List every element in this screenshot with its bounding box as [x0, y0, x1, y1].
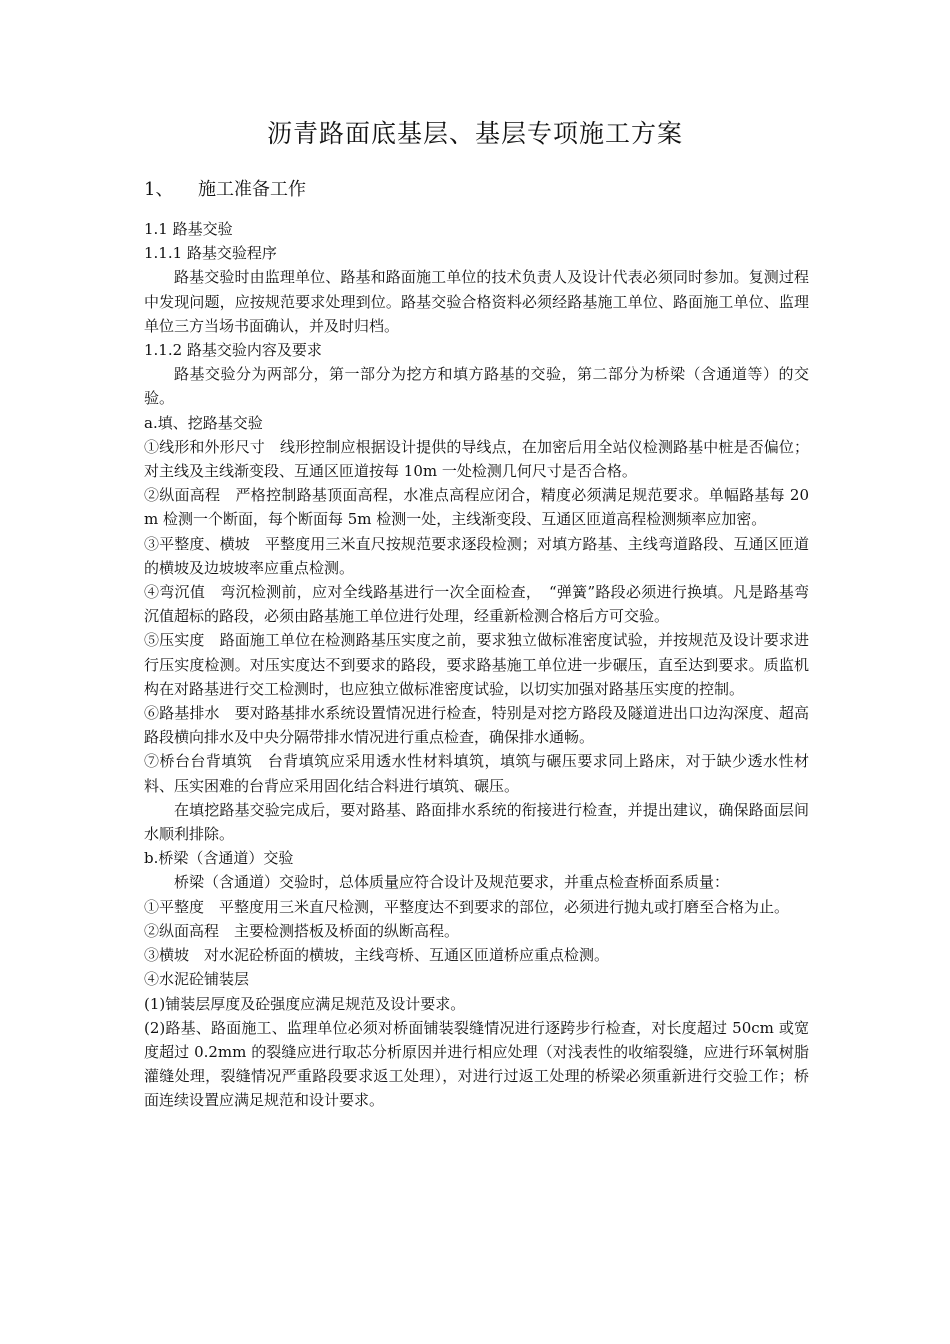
document-body [144, 217, 809, 1113]
section-heading [144, 177, 306, 203]
list-heading: b.桥梁（含通道）交验 [144, 849, 294, 868]
list-item: ⑦桥台台背填筑 台背填筑应采用透水性材料填筑，填筑与碾压要求同上路床，对于缺少透水性材料、压实困难的台背应采用固化结合料进行填筑、碾压。 [144, 752, 809, 795]
list-item: ①线形和外形尺寸 线形控制应根据设计提供的导线点，在加密后用全站仪检测路基中桩是否偏位；对主线及主线渐变段、互通区匝道按每 10m 一处检测几何尺寸是否合格。 [144, 437, 809, 481]
subsection-heading: 1.1.1 路基交验程序 [144, 244, 277, 263]
section-title: 施工准备工作 [198, 179, 306, 200]
list-item: ⑥路基排水 要对路基排水系统设置情况进行检查，特别是对挖方路段及隧道进出口边沟深度、超高路段横向排水及中央分隔带排水情况进行重点检查，确保排水通畅。 [144, 704, 809, 747]
list-item: (2)路基、路面施工、监理单位必须对桥面铺装裂缝情况进行逐跨步行检查，对长度超过 50cm 或宽度超过 0.2mm 的裂缝应进行取芯分析原因并进行相应处理（对浅表性的收缩裂缝，应进行环氧树脂灌缝处理，裂缝情况严重路段要求返工处理），对进行过返工处理的桥梁必须重新进行交验工作；桥面连续设置应满足规范和设计要求。 [144, 1018, 809, 1110]
subsection-heading: 1.1 路基交验 [144, 220, 233, 238]
list-item: ③横坡 对水泥砼桥面的横坡，主线弯桥、互通区匝道桥应重点检测。 [144, 946, 610, 965]
paragraph: 路基交验分为两部分，第一部分为挖方和填方路基的交验，第二部分为桥梁（含通道等）的交验。 [144, 365, 809, 408]
list-item: ③平整度、横坡 平整度用三米直尺按规范要求逐段检测；对填方路基、主线弯道路段、互通区匝道的横坡及边坡坡率应重点检测。 [144, 534, 809, 577]
subsection-heading: 1.1.2 路基交验内容及要求 [144, 341, 322, 360]
section-number: 1、 [144, 179, 174, 200]
paragraph: 在填挖路基交验完成后，要对路基、路面排水系统的衔接进行检查，并提出建议，确保路面层间水顺利排除。 [144, 800, 809, 844]
list-item: ④水泥砼铺装层 [144, 970, 250, 989]
list-item: ⑤压实度 路面施工单位在检测路基压实度之前，要求独立做标准密度试验，并按规范及设计要求进行压实度检测。对压实度达不到要求的路段，要求路基施工单位进一步碾压，直至达到要求。质监机构在对路基进行交工检测时，也应独立做标准密度试验，以切实加强对路基压实度的控制。 [144, 631, 809, 698]
paragraph: 桥梁（含通道）交验时，总体质量应符合设计及规范要求，并重点检查桥面系质量： [174, 873, 730, 892]
list-item: ④弯沉值 弯沉检测前，应对全线路基进行一次全面检查， “弹簧”路段必须进行换填。凡是路基弯沉值超标的路段，必须由路基施工单位进行处理，经重新检测合格后方可交验。 [144, 583, 809, 626]
list-item: ①平整度 平整度用三米直尺检测，平整度达不到要求的部位，必须进行抛丸或打磨至合格为止。 [144, 897, 790, 916]
list-item: ②纵面高程 主要检测搭板及桥面的纵断高程。 [144, 921, 460, 940]
document-title: 沥青路面底基层、基层专项施工方案 [266, 119, 683, 148]
list-item: (1)铺装层厚度及砼强度应满足规范及设计要求。 [144, 994, 466, 1013]
paragraph: 路基交验时由监理单位、路基和路面施工单位的技术负责人及设计代表必须同时参加。复测过程中发现问题，应按规范要求处理到位。路基交验合格资料必须经路基施工单位、路面施工单位、监理单位三方当场书面确认，并及时归档。 [144, 268, 809, 335]
list-heading: a.填、挖路基交验 [144, 413, 263, 432]
list-item: ②纵面高程 严格控制路基顶面高程，水准点高程应闭合，精度必须满足规范要求。单幅路基每 20m 检测一个断面，每个断面每 5m 检测一处，主线渐变段、互通区匝道高程检测频率应加密。 [144, 486, 809, 529]
